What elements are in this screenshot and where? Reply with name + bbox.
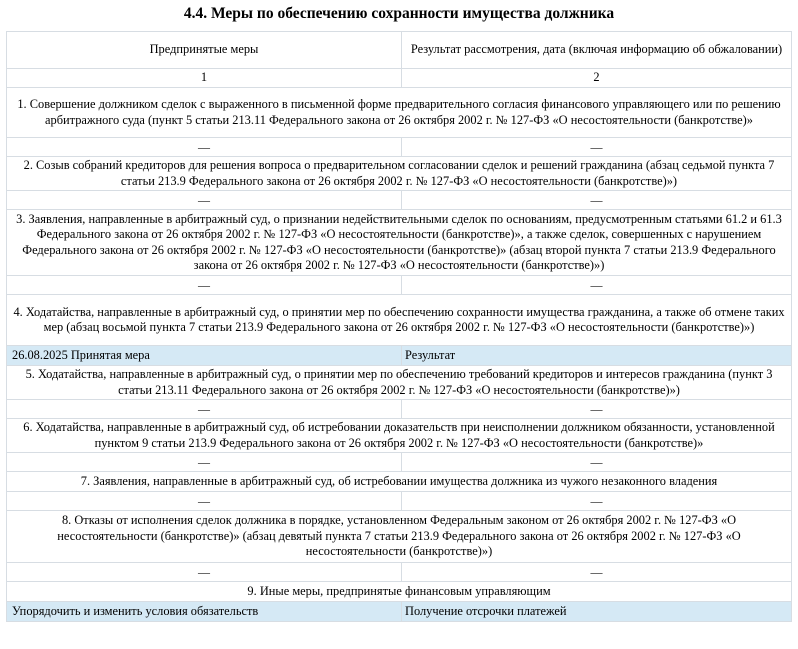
item-6-result-value: — — [402, 453, 792, 472]
item-8-values-row — [7, 563, 792, 582]
item-6-measure-value: — — [7, 453, 402, 472]
item-2-measure-value: — — [7, 191, 402, 210]
other-measure-result: Получение отсрочки платежей — [402, 602, 792, 622]
item-3-result-value: — — [402, 276, 792, 295]
item-row-1 — [7, 88, 792, 138]
table-header-row — [7, 32, 792, 69]
item-9-text: 9. Иные меры, предпринятые финансовым управляющим — [7, 582, 792, 602]
item-8-result-value: — — [402, 563, 792, 582]
item-2-result-value: — — [402, 191, 792, 210]
item-1-values-row — [7, 138, 792, 157]
item-5-values-row — [7, 400, 792, 419]
item-7-text: 7. Заявления, направленные в арбитражный суд, об истребовании имущества должника из чужого незаконного владения — [7, 472, 792, 492]
section-title: 4.4. Меры по обеспечению сохранности имущества должника — [183, 5, 615, 22]
item-row-7 — [7, 472, 792, 492]
item-1-result-value: — — [402, 138, 792, 157]
other-measure-value: Упорядочить и изменить условия обязательств — [7, 602, 402, 622]
item-6-values-row — [7, 453, 792, 472]
item-3-values-row — [7, 276, 792, 295]
item-row-8 — [7, 511, 792, 563]
item-4-text: 4. Ходатайства, направленные в арбитражный суд, о принятии мер по обеспечению сохранности имущества гражданина, а также об отмене таких мер (абзац восьмой пункта 7 статьи 213.9 Федерального закона от 26 октября 2002 г. № 127-ФЗ «О несостоятельности (банкротстве)») — [7, 295, 792, 346]
item-2-values-row — [7, 191, 792, 210]
column-numbers-row — [7, 69, 792, 88]
item-3-measure-value: — — [7, 276, 402, 295]
item-7-measure-value: — — [7, 492, 402, 511]
item-row-3 — [7, 210, 792, 276]
item-2-text: 2. Созыв собраний кредиторов для решения вопроса о предварительном согласовании сделок и решений гражданина (абзац седьмой пункта 7 статьи 213.9 Федерального закона от 26 октября 2002 г. № 127-ФЗ «О несостоятельности (банкротстве)») — [7, 157, 792, 191]
item-9-highlight-row — [7, 602, 792, 622]
item-row-4 — [7, 295, 792, 346]
item-3-text: 3. Заявления, направленные в арбитражный суд, о признании недействительными сделок по основаниям, предусмотренным статьями 61.2 и 61.3 Федерального закона от 26 октября 2002 г. № 127-ФЗ «О несостоятельности (банкротстве)», а также сделок, совершенных с нарушением Федерального закона от 26 октября 2002 г. № 127-ФЗ «О несостоятельности (банкротстве)» (абзац второй пункта 7 статьи 213.9 Федерального закона от 26 октября 2002 г. № 127-ФЗ «О несостоятельности (банкротстве)») — [7, 210, 792, 276]
item-7-result-value: — — [402, 492, 792, 511]
item-5-result-value: — — [402, 400, 792, 419]
header-measures-taken: Предпринятые меры — [7, 32, 402, 69]
item-5-measure-value: — — [7, 400, 402, 419]
item-8-measure-value: — — [7, 563, 402, 582]
item-1-measure-value: — — [7, 138, 402, 157]
column-number-1: 1 — [7, 69, 402, 88]
measures-table — [6, 31, 792, 622]
item-6-text: 6. Ходатайства, направленные в арбитражный суд, об истребовании доказательств при неисполнении должником обязанности, установленной пунктом 9 статьи 213.9 Федерального закона от 26 октября 2002 г. № 127-ФЗ «О несостоятельности (банкротстве)» — [7, 419, 792, 453]
column-number-2: 2 — [402, 69, 792, 88]
item-1-text: 1. Совершение должником сделок с выраженного в письменной форме предварительного согласия финансового управляющего или по решению арбитражного суда (пункт 5 статьи 213.11 Федерального закона от 26 октября 2002 г. № 127-ФЗ «О несостоятельности (банкротстве)» — [7, 88, 792, 138]
item-row-9 — [7, 582, 792, 602]
item-8-text: 8. Отказы от исполнения сделок должника в порядке, установленном Федеральным законом от 26 октября 2002 г. № 127-ФЗ «О несостоятельности (банкротстве)» (абзац девятый пункта 7 статьи 213.9 Федерального закона от 26 октября 2002 г. № 127-ФЗ «О несостоятельности (банкротстве)») — [7, 511, 792, 563]
item-5-text: 5. Ходатайства, направленные в арбитражный суд, о принятии мер по обеспечению требований кредиторов и интересов гражданина (пункт 3 статьи 213.11 Федерального закона от 26 октября 2002 г. № 127-ФЗ «О несостоятельности (банкротстве)») — [7, 366, 792, 400]
item-row-5 — [7, 366, 792, 400]
item-4-highlight-row — [7, 346, 792, 366]
accepted-measure-result: Результат — [402, 346, 792, 366]
item-row-6 — [7, 419, 792, 453]
item-row-2 — [7, 157, 792, 191]
header-result: Результат рассмотрения, дата (включая информацию об обжаловании) — [402, 32, 792, 69]
item-7-values-row — [7, 492, 792, 511]
accepted-measure-date: 26.08.2025 Принятая мера — [7, 346, 402, 366]
